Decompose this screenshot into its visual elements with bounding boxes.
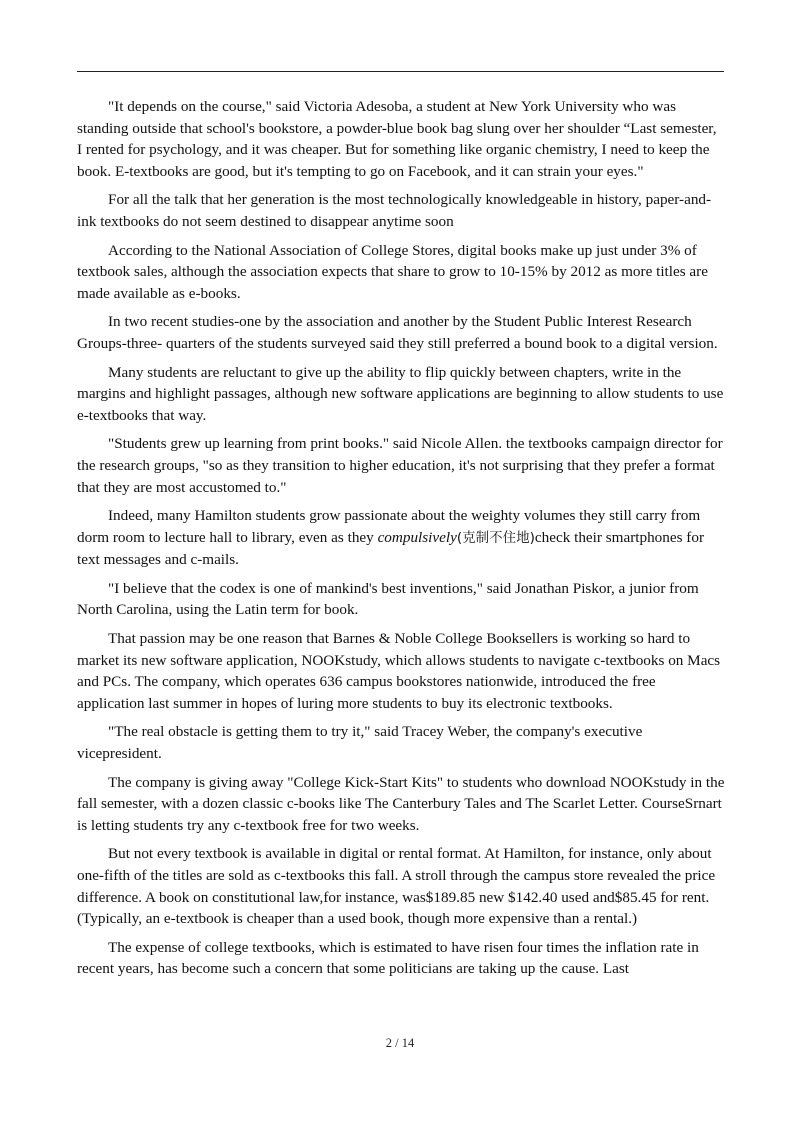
page-number: 2 / 14 bbox=[385, 1036, 415, 1050]
paragraph: For all the talk that her generation is the most technologically knowledgeable in history, paper-and-ink textbooks do not seem destined to disappear anytime soon bbox=[77, 191, 712, 230]
paragraph-with-gloss bbox=[77, 505, 725, 571]
paragraph: But not every textbook is available in digital or rental format. At Hamilton, for instance, only about one-fifth of the titles are sold as c-textbooks this fall. A stroll through the campus store revealed the price difference. A book on constitutional law,for instance, was$189.85 new $142.40 used and$85.45 for rent. (Typically, an e-textbook is cheaper than a used book, though more expensive than a rental.) bbox=[77, 845, 716, 928]
paragraph: Many students are reluctant to give up the ability to flip quickly between chapters, write in the margins and highlight passages, although new software applications are beginning to allow students to use e-textbooks that way. bbox=[77, 363, 724, 424]
paragraph-text-after: check their smartphones for text messages and c-mails. bbox=[77, 528, 705, 569]
header-rule bbox=[77, 71, 724, 72]
paragraph: "I believe that the codex is one of mankind's best inventions," said Jonathan Piskor, a junior from North Carolina, using the Latin term for book. bbox=[77, 579, 699, 619]
paragraph: "The real obstacle is getting them to try it," said Tracey Weber, the company's executive vicepresident. bbox=[77, 723, 643, 763]
chinese-gloss: (克制不住地) bbox=[456, 529, 535, 546]
paragraph: The company is giving away "College Kick-Start Kits" to students who download NOOKstudy in the fall semester, with a dozen classic c-books like The Canterbury Tales and The Scarlet Letter. CourseSrnart is letting students try any c-textbook free for two weeks. bbox=[77, 773, 725, 834]
article-body bbox=[77, 96, 725, 987]
paragraph-text-before: Indeed, many Hamilton students grow passionate about the weighty volumes they still carry from dorm room to lecture hall to library, even as they bbox=[77, 507, 701, 546]
paragraph: "It depends on the course," said Victoria Adesoba, a student at New York University who was standing outside that school's bookstore, a powder-blue book bag slung over her shoulder “Last semester, I rented for psychology, and it was cheaper. But for something like organic chemistry, I need to keep the book. E-textbooks are good, but it's tempting to go on Facebook, and it can strain your eyes." bbox=[77, 98, 717, 180]
paragraph: The expense of college textbooks, which is estimated to have risen four times the inflation rate in recent years, has become such a concern that some politicians are taking up the cause. Last bbox=[77, 938, 699, 978]
paragraph: In two recent studies-one by the association and another by the Student Public Interest Research Groups-three- quarters of the students surveyed said they still preferred a bound book to a digital version. bbox=[77, 313, 718, 352]
paragraph: "Students grew up learning from print books." said Nicole Allen. the textbooks campaign director for the research groups, "so as they transition to higher education, it's not surprising that they prefer a format that they are most accustomed to." bbox=[77, 435, 723, 496]
paragraph: That passion may be one reason that Barnes & Noble College Booksellers is working so hard to market its new software application, NOOKstudy, which allows students to navigate c-textbooks on Macs and PCs. The company, which operates 636 campus bookstores nationwide, introduced the free application last summer in hopes of luring more students to buy its electronic textbooks. bbox=[77, 630, 721, 712]
italic-term: compulsively bbox=[377, 528, 457, 546]
paragraph: According to the National Association of College Stores, digital books make up just under 3% of textbook sales, although the association expects that share to grow to 10-15% by 2012 as more titles are made available as e-books. bbox=[77, 241, 708, 302]
